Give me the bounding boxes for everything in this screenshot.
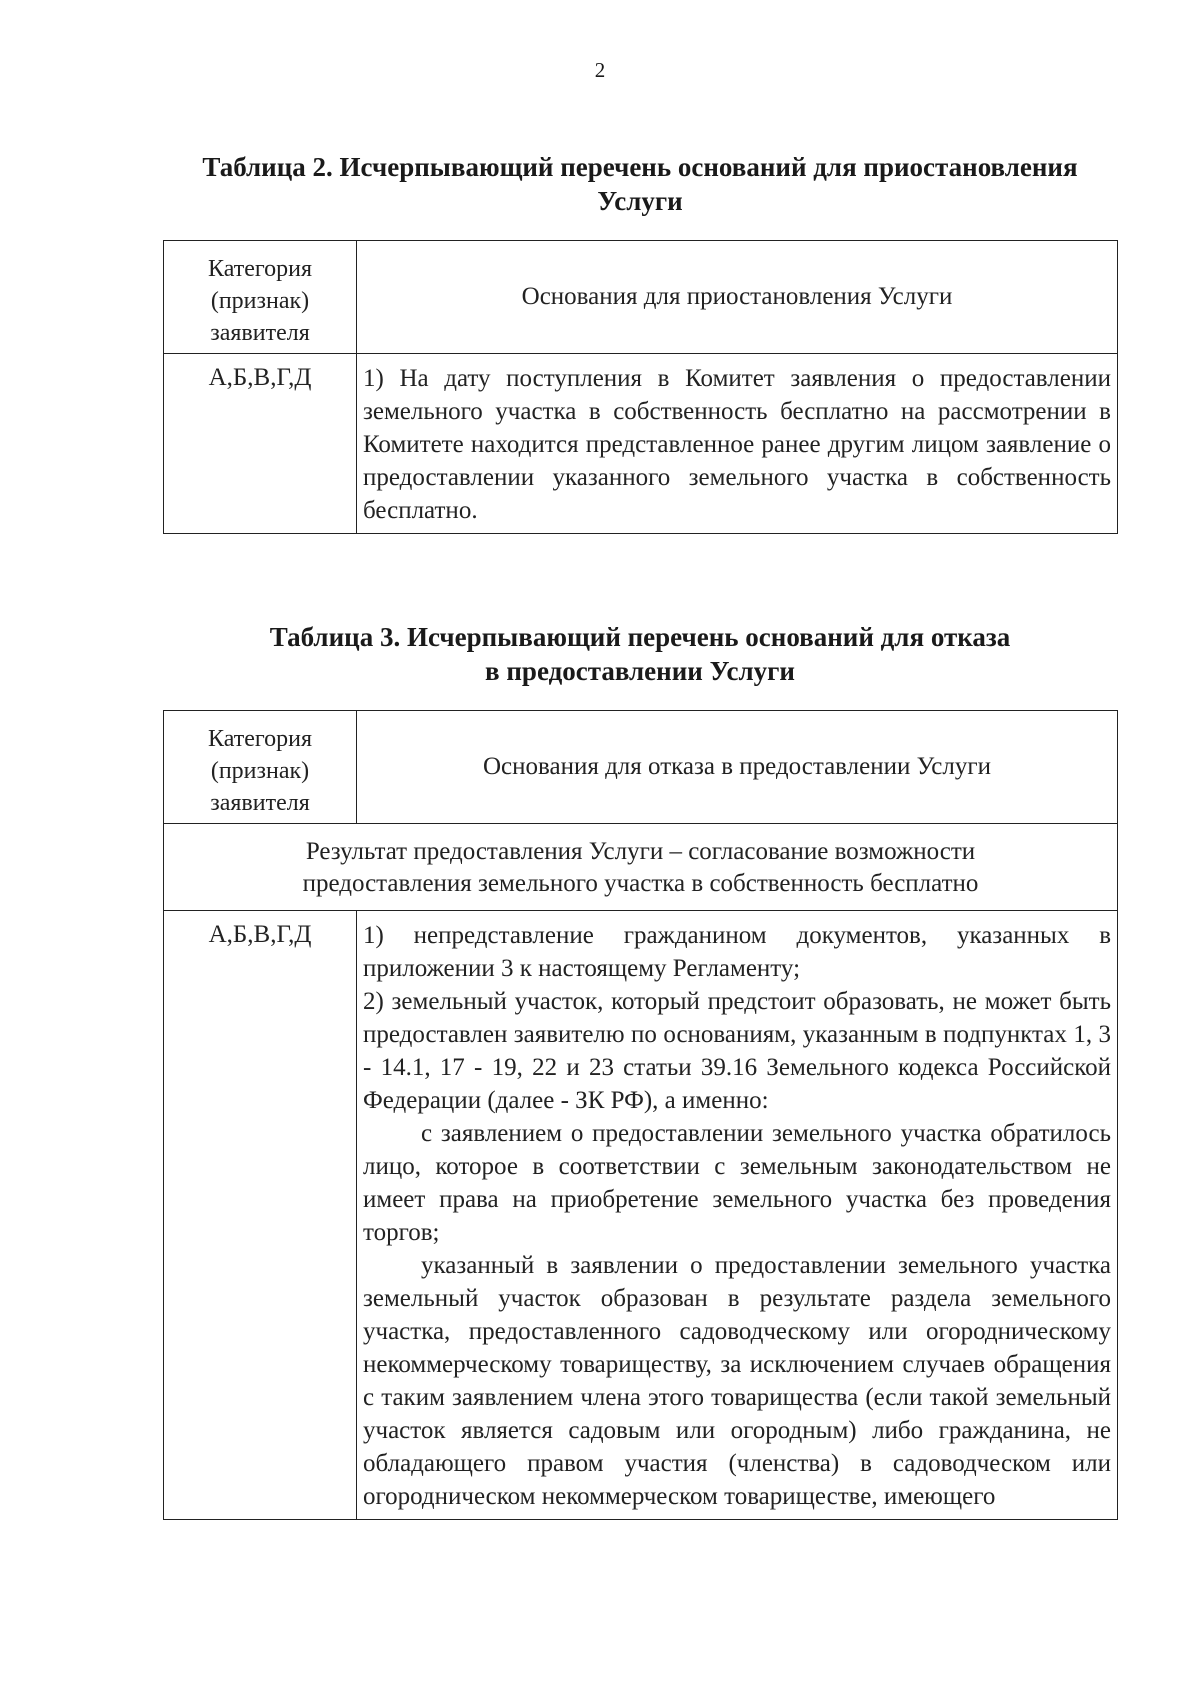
- result-cell: [164, 824, 1118, 911]
- category-cell: А,Б,В,Г,Д: [164, 911, 357, 1520]
- table-row: [164, 354, 1118, 534]
- result-line1: Результат предоставления Услуги – согласование возможности: [305, 838, 976, 865]
- header-category-line2: (признак): [210, 288, 310, 314]
- header-category-line3: заявителя: [210, 320, 310, 346]
- table3-title-line2: в предоставлении Услуги: [485, 656, 795, 686]
- table3-title-line1: Таблица 3. Исчерпывающий перечень оснований для отказа: [269, 622, 1011, 652]
- table3: [163, 710, 1118, 1520]
- table3-header-category: [164, 711, 357, 824]
- table2-title-line2: Услуги: [597, 186, 683, 216]
- table2-title-line1: Таблица 2. Исчерпывающий перечень оснований для приостановления: [202, 152, 1078, 182]
- table3-header-row: [164, 711, 1118, 824]
- header-category-line3: заявителя: [210, 790, 310, 816]
- category-cell: А,Б,В,Г,Д: [164, 354, 357, 534]
- grounds-item-1: 1) непредставление гражданином документов, указанных в приложении 3 к настоящему Регламенту;: [363, 922, 1111, 982]
- table2-title: [160, 150, 1120, 218]
- grounds-cell: [357, 354, 1118, 534]
- table2-header-category: [164, 241, 357, 354]
- table3-header-main: Основания для отказа в предоставлении Услуги: [357, 711, 1118, 824]
- grounds-cell: [357, 911, 1118, 1520]
- table3-title: [160, 620, 1120, 688]
- header-category-line1: Категория: [208, 256, 312, 282]
- header-category-line1: Категория: [208, 726, 312, 752]
- table-row: [164, 911, 1118, 1520]
- grounds-item-2: 2) земельный участок, который предстоит образовать, не может быть предоставлен заявителю по основаниям, указанным в подпунктах 1, 3 - 14.1, 17 - 19, 22 и 23 статьи 39.16 Земельного кодекса Российской Федерации (далее - ЗК РФ), а именно:: [363, 988, 1111, 1114]
- grounds-subitem-1: с заявлением о предоставлении земельного участка обратилось лицо, которое в соответствии с земельным законодательством не имеет права на приобретение земельного участка без проведения торгов;: [363, 1120, 1111, 1246]
- table2-header-row: [164, 241, 1118, 354]
- table2: [163, 240, 1118, 534]
- header-category-line2: (признак): [210, 758, 310, 784]
- result-line2: предоставления земельного участка в собственность бесплатно: [302, 870, 979, 897]
- result-row: [164, 824, 1118, 911]
- grounds-text: 1) На дату поступления в Комитет заявления о предоставлении земельного участка в собственность бесплатно на рассмотрении в Комитете находится представленное ранее другим лицом заявление о предоставлении указанного земельного участка в собственность бесплатно.: [363, 365, 1111, 524]
- grounds-subitem-2: указанный в заявлении о предоставлении земельного участка земельный участок образован в результате раздела земельного участка, предоставленного садоводческому или огородническому некоммерческому товариществу, за исключением случаев обращения с таким заявлением члена этого товарищества (если такой земельный участок является садовым или огородным) либо гражданина, не обладающего правом участия (членства) в садоводческом или огородническом некоммерческом товариществе, имеющего: [363, 1252, 1111, 1510]
- table2-header-main: Основания для приостановления Услуги: [357, 241, 1118, 354]
- page-number: 2: [594, 58, 606, 82]
